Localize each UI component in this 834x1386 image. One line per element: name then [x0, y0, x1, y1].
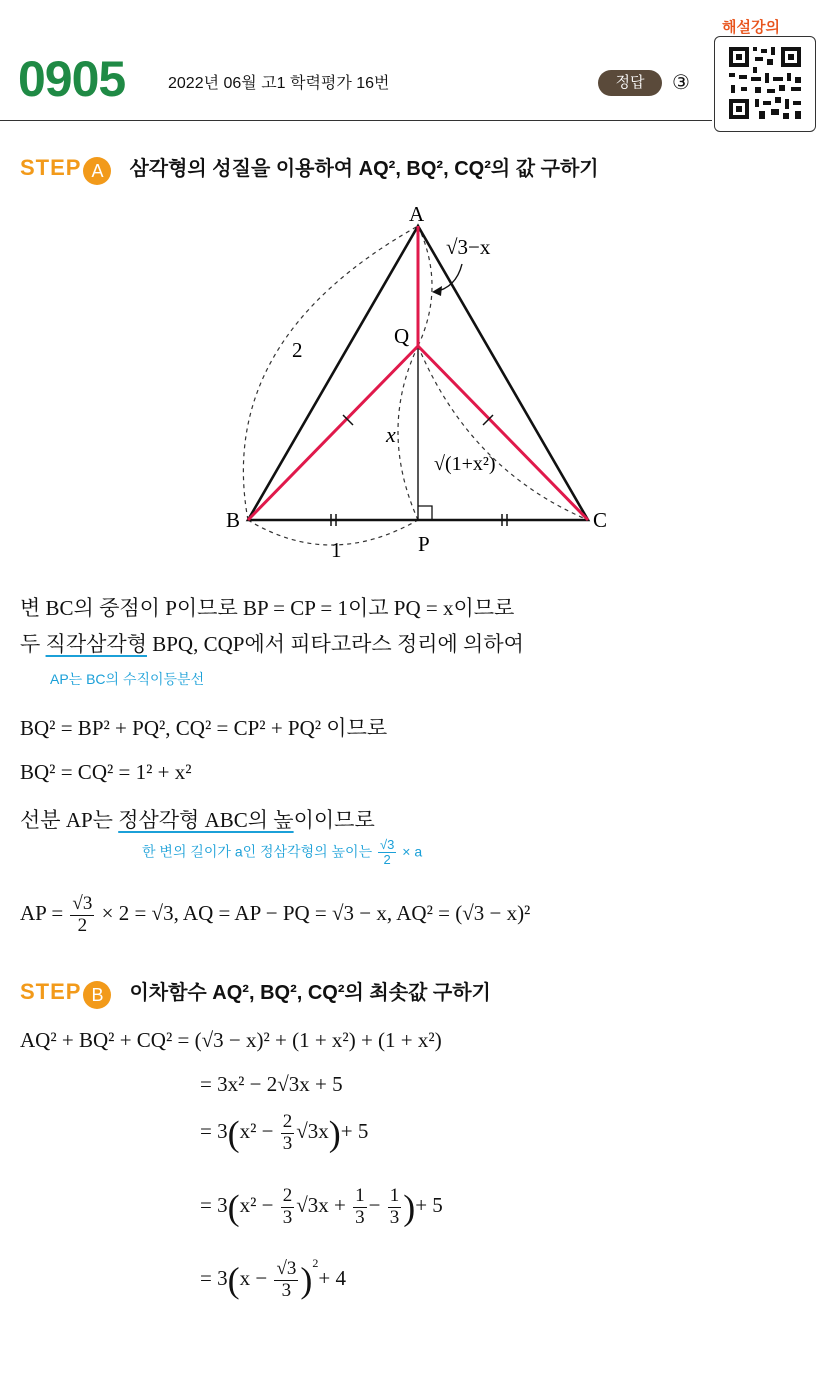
explanation-line-1: 변 BC의 중점이 P이므로 BP = CP = 1이고 PQ = x이므로 — [20, 596, 515, 620]
line6-num: √3 — [72, 893, 93, 914]
calc-line-5 — [200, 1256, 346, 1302]
calc5-exponent: 2 — [312, 1256, 319, 1270]
step-a-label: STEP — [20, 155, 82, 180]
label-a: A — [409, 202, 425, 226]
calc3-prefix: = 3 — [200, 1119, 228, 1144]
label-seg-aq: √3−x — [446, 235, 491, 259]
calc-line-2: = 3x² − 2√3x + 5 — [200, 1072, 343, 1096]
calc4-inner-3: − — [368, 1193, 381, 1218]
note2-num: √3 — [379, 837, 395, 852]
calc4-f3-num: 1 — [389, 1185, 400, 1206]
answer-badge: 정답 — [598, 70, 662, 96]
step-b-label: STEP — [20, 979, 82, 1004]
label-c: C — [593, 508, 608, 532]
calc-line-3 — [200, 1112, 368, 1155]
calc4-fraction-2 — [353, 1186, 367, 1229]
line6-prefix: AP = — [20, 901, 64, 926]
height-term: 정삼각형 ABC의 높 — [118, 808, 294, 832]
label-q: Q — [394, 324, 410, 348]
right-triangle-term: 직각삼각형 — [45, 632, 147, 656]
qr-code-icon — [715, 37, 815, 131]
calc-line-1: AQ² + BQ² + CQ² = (√3 − x)² + (1 + x²) + (1 + x²) — [20, 1028, 442, 1052]
paren-close: ) — [328, 1113, 341, 1154]
label-seg-pq: x — [386, 422, 396, 447]
calc5-num: √3 — [276, 1257, 297, 1279]
calc-line-4 — [200, 1186, 443, 1229]
label-seg-cq: √(1+x²) — [434, 453, 496, 475]
note2-den: 2 — [383, 852, 391, 868]
step-a-letter: A — [83, 157, 111, 185]
step-b-letter: B — [83, 981, 111, 1009]
paren-open: ( — [227, 1260, 240, 1301]
line2-suffix: BPQ, CQP에서 피타고라스 정리에 의하여 — [146, 632, 524, 656]
explanation-line-3: BQ² = BP² + PQ², CQ² = CP² + PQ² 이므로 — [20, 716, 388, 740]
calc3-den: 3 — [282, 1132, 293, 1154]
note-height-formula — [142, 838, 422, 868]
calc4-f1-num: 2 — [282, 1185, 293, 1206]
step-a-title: 삼각형의 성질을 이용하여 AQ², BQ², CQ²의 값 구하기 — [129, 158, 599, 180]
explanation-line-5 — [20, 804, 375, 834]
label-p: P — [418, 532, 430, 556]
answer-value: ③ — [672, 72, 690, 94]
qr-code[interactable] — [714, 36, 816, 132]
calc3-suffix: + 5 — [340, 1119, 369, 1144]
arc-pq — [398, 346, 418, 520]
calc4-prefix: = 3 — [200, 1193, 228, 1218]
calc4-f1-den: 3 — [282, 1206, 293, 1228]
paren-close: ) — [403, 1187, 416, 1228]
arrow-head-icon — [432, 286, 442, 296]
calc3-inner-2: √3x — [296, 1119, 329, 1144]
calc5-inner-1: x − — [239, 1266, 268, 1290]
calc4-f2-num: 1 — [355, 1185, 365, 1206]
right-angle-mark — [418, 506, 432, 520]
paren-open: ( — [227, 1113, 240, 1154]
note2-fraction — [378, 838, 396, 868]
calc5-den: 3 — [281, 1279, 292, 1301]
calc3-fraction — [281, 1112, 295, 1155]
note2-suffix: × a — [402, 843, 423, 860]
line5-suffix: 이이므로 — [293, 808, 375, 832]
note-perpendicular-bisector: AP는 BC의 수직이등분선 — [50, 671, 205, 687]
calc4-fraction-1 — [281, 1186, 295, 1229]
calc5-suffix: + 4 — [318, 1266, 346, 1290]
calc4-fraction-3 — [388, 1186, 402, 1229]
calc4-inner-1: x² − — [239, 1193, 274, 1218]
label-side-ab: 2 — [292, 338, 303, 362]
header-divider — [0, 120, 712, 121]
calc4-f2-den: 3 — [355, 1206, 365, 1228]
line6-suffix: × 2 = √3, AQ = AP − PQ = √3 − x, AQ² = (√3 − x)² — [101, 901, 531, 926]
line2-prefix: 두 — [20, 632, 46, 656]
line5-prefix: 선분 AP는 — [20, 808, 119, 832]
note2-prefix: 한 변의 길이가 a인 정삼각형의 높이는 — [142, 843, 373, 860]
step-b-heading — [20, 976, 491, 1009]
calc5-prefix: = 3 — [200, 1266, 228, 1290]
problem-number: 0905 — [18, 51, 126, 107]
triangle-figure — [0, 190, 834, 570]
qr-label: 해설강의 — [722, 19, 780, 36]
problem-source: 2022년 06월 고1 학력평가 16번 — [168, 75, 390, 92]
calc5-fraction — [274, 1259, 298, 1302]
paren-close: ) — [300, 1260, 313, 1301]
label-b: B — [226, 508, 241, 532]
calc4-suffix: + 5 — [415, 1193, 443, 1218]
explanation-line-4: BQ² = CQ² = 1² + x² — [20, 760, 192, 784]
paren-open: ( — [227, 1187, 240, 1228]
step-b-title: 이차함수 AQ², BQ², CQ²의 최솟값 구하기 — [129, 982, 491, 1004]
line6-den: 2 — [77, 914, 88, 936]
step-a-heading — [20, 152, 599, 185]
label-seg-bp: 1 — [331, 538, 342, 562]
explanation-line-2 — [20, 628, 524, 658]
explanation-line-6 — [20, 894, 530, 937]
line6-fraction — [70, 894, 94, 937]
calc4-inner-2: √3x + — [296, 1193, 346, 1218]
calc3-inner-1: x² − — [239, 1119, 274, 1144]
calc3-num: 2 — [282, 1111, 293, 1132]
calc4-f3-den: 3 — [389, 1206, 400, 1228]
